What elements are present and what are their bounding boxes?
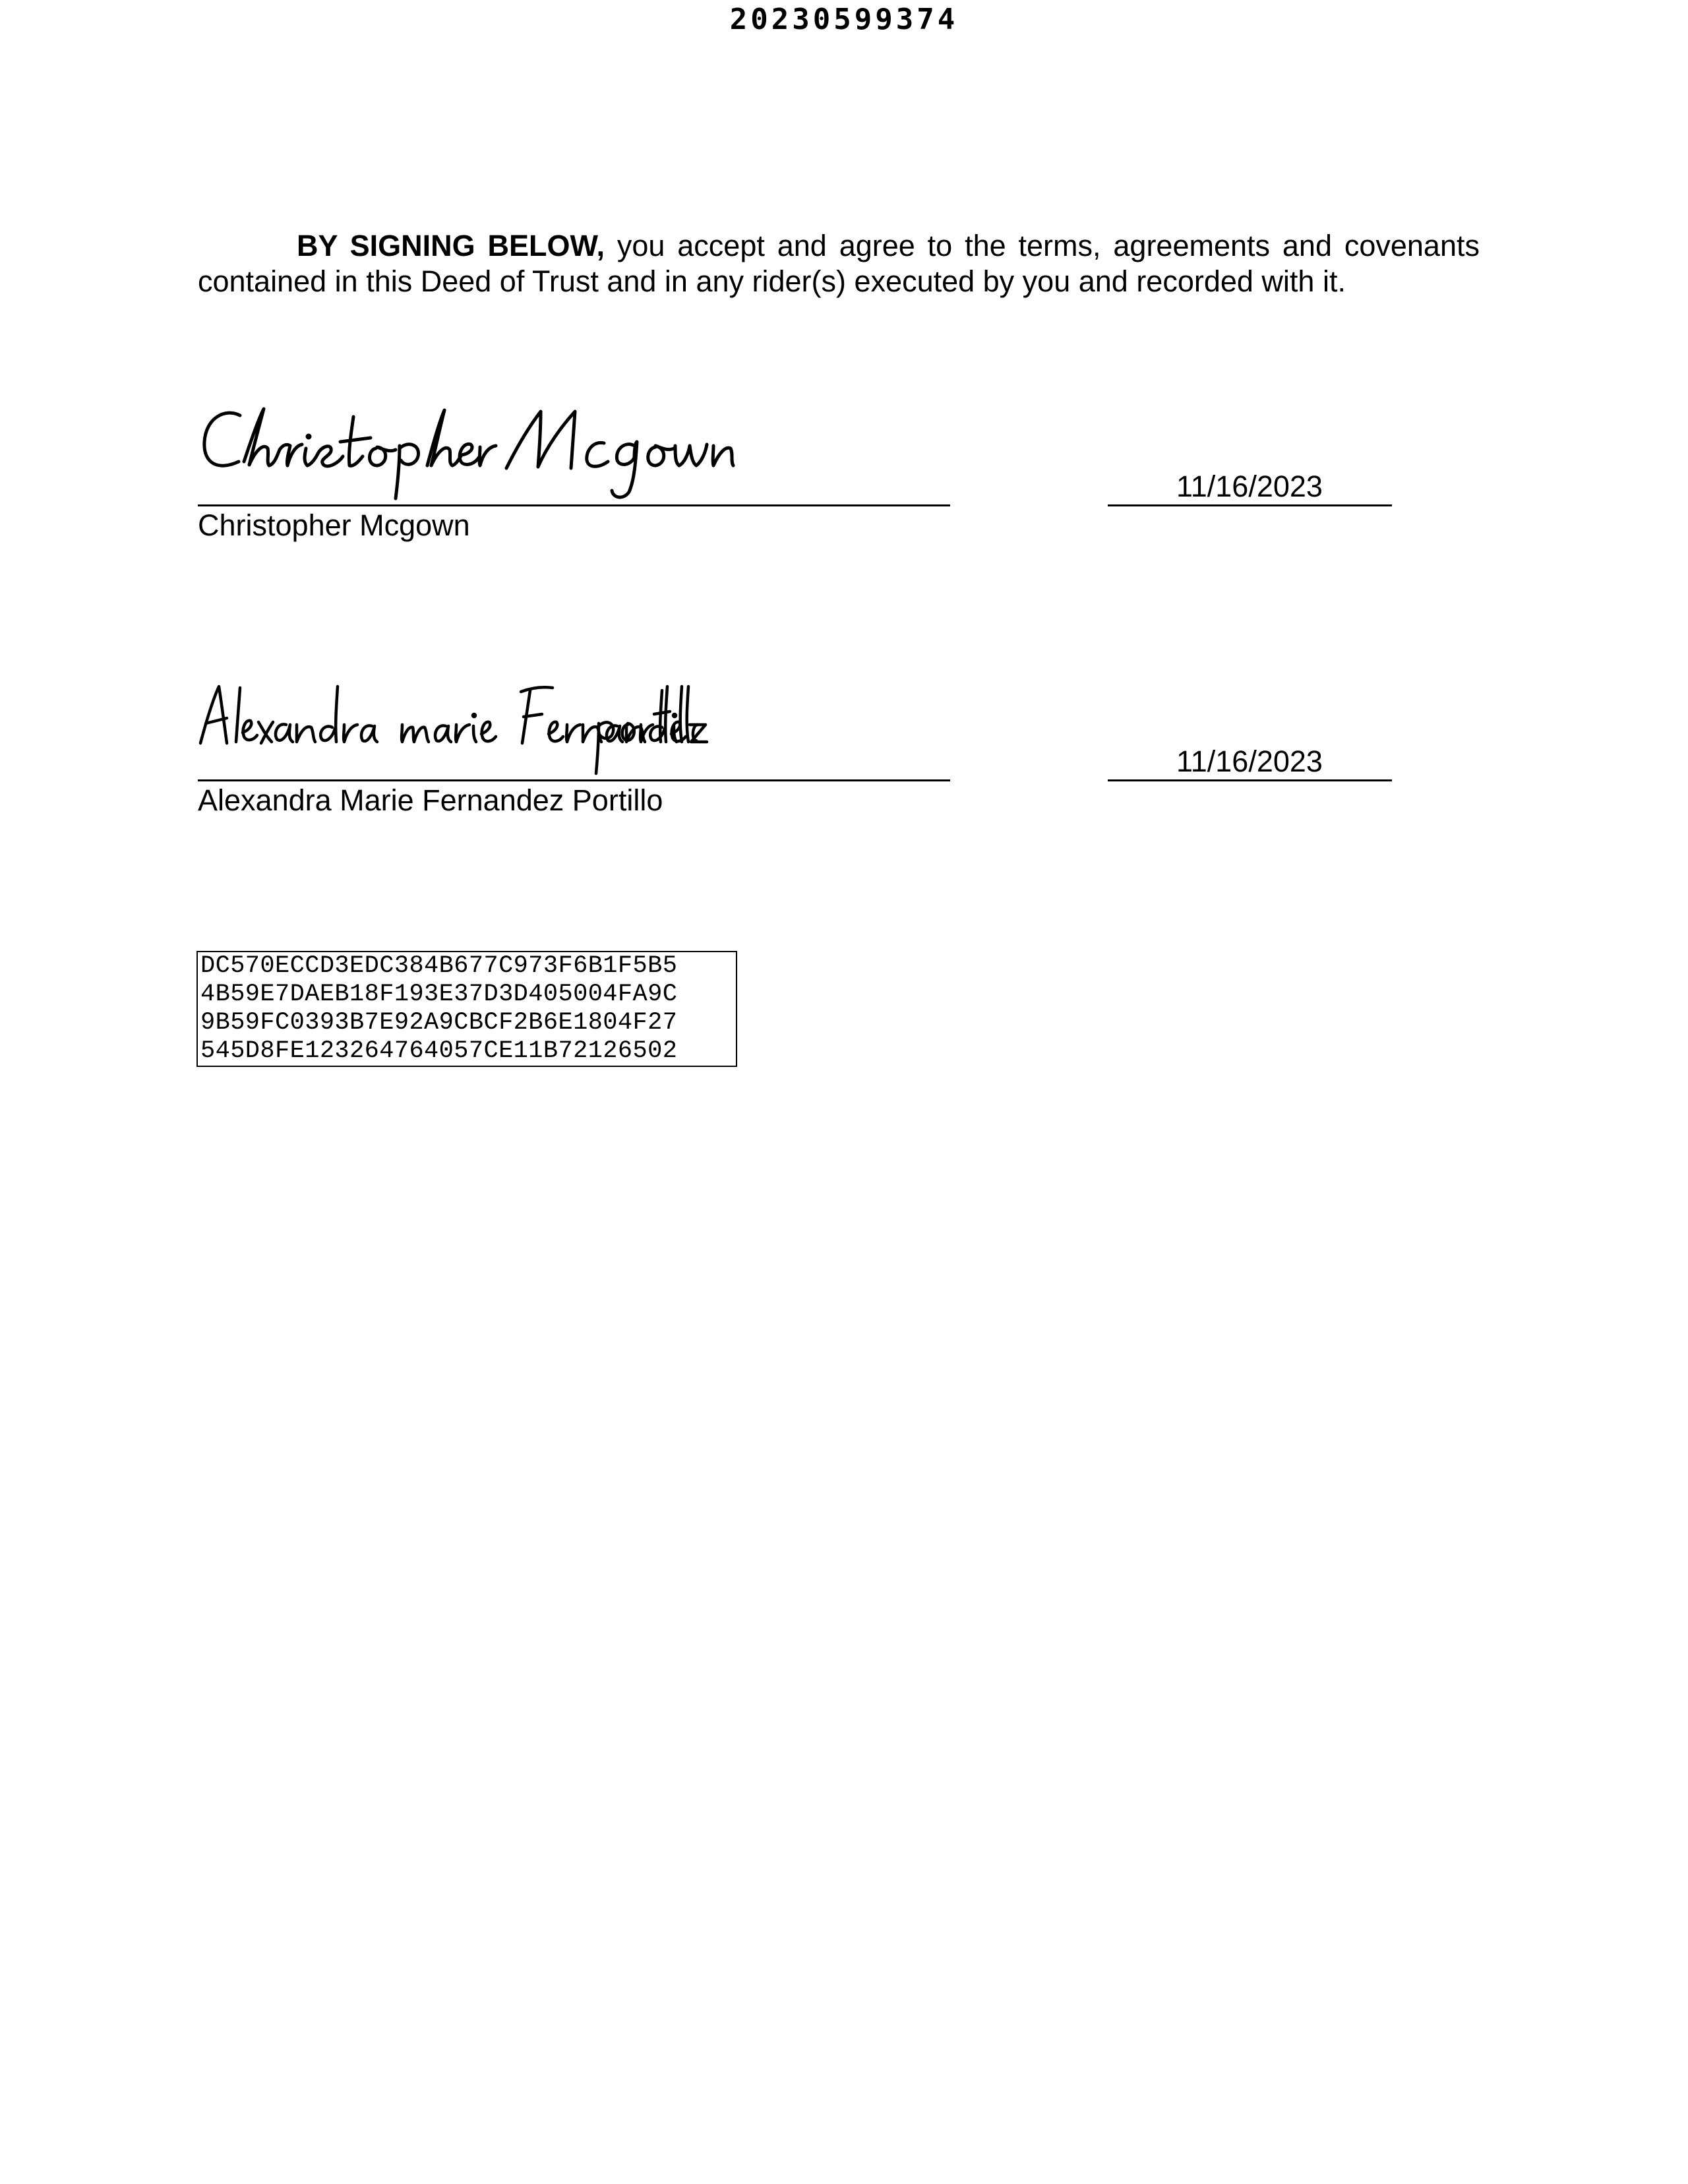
- signature-date-2: 11/16/2023: [1176, 744, 1323, 778]
- signature-line-1: [198, 504, 950, 506]
- signer-name-2: Alexandra Marie Fernandez Portillo: [198, 783, 663, 817]
- handwritten-signature-1: [198, 402, 752, 501]
- date-line-2: [1108, 779, 1392, 781]
- signature-block-1: [0, 402, 1688, 542]
- date-line-1: [1108, 504, 1392, 506]
- verification-code-line: 9B59FC0393B7E92A9CBCF2B6E1804F27: [200, 1009, 678, 1037]
- signing-statement: [198, 228, 1480, 299]
- verification-code-box: [196, 951, 737, 1067]
- verification-code-line: DC570ECCD3EDC384B677C973F6B1F5B5: [200, 952, 678, 980]
- verification-code-line: 4B59E7DAEB18F193E37D3D405004FA9C: [200, 981, 678, 1008]
- document-number: 20230599374: [729, 3, 959, 36]
- signing-statement-lead: BY SIGNING BELOW,: [297, 229, 605, 262]
- signer-name-1: Christopher Mcgown: [198, 508, 470, 542]
- signature-date-1: 11/16/2023: [1176, 470, 1323, 503]
- signing-statement-text: you accept and agree to the terms, agreements and covenants contained in this Deed of Trust and in any rider(s) executed by you and recorded with it.: [198, 229, 1480, 298]
- handwritten-signature-2-surname: [593, 677, 699, 776]
- signature-block-2: [0, 677, 1688, 817]
- verification-code-line: 545D8FE123264764057CE11B72126502: [200, 1037, 678, 1065]
- signature-line-2: [198, 779, 950, 781]
